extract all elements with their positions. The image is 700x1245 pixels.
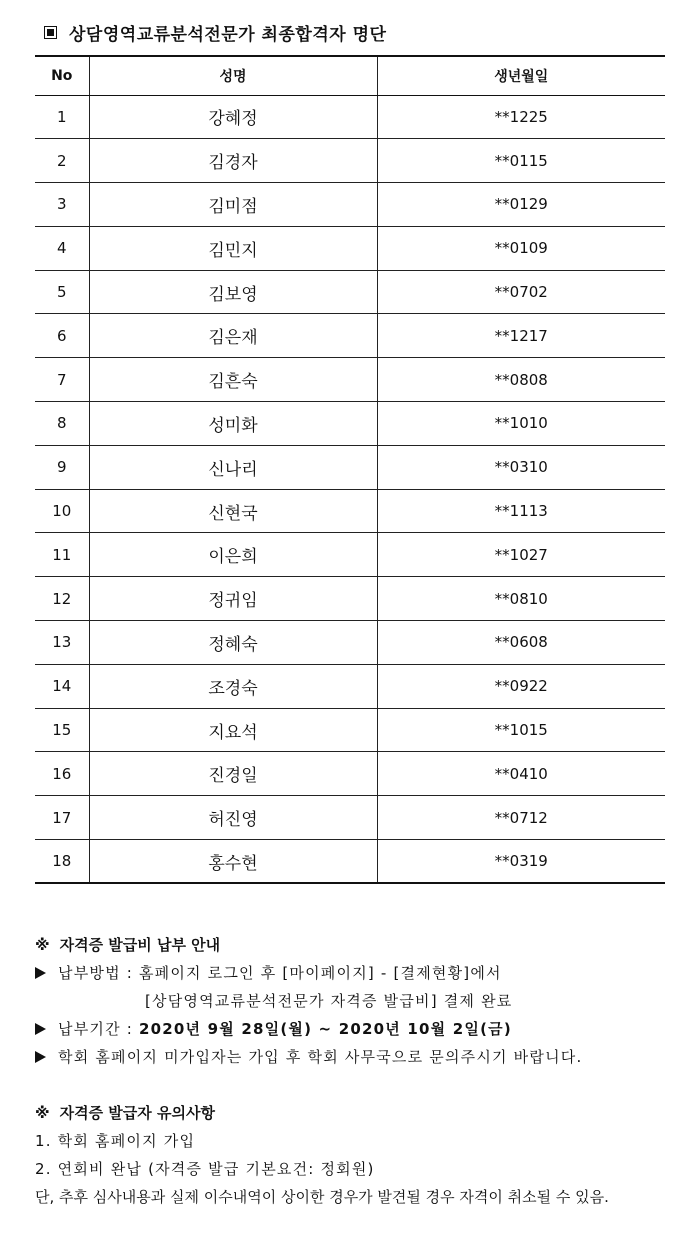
cell-no: 17 — [35, 796, 89, 840]
reference-mark: ※ — [35, 1104, 50, 1122]
table-row — [35, 402, 665, 446]
cell-birth: **0410 — [377, 752, 665, 796]
table-row — [35, 445, 665, 489]
cell-no: 15 — [35, 708, 89, 752]
table-row — [35, 664, 665, 708]
cell-no: 16 — [35, 752, 89, 796]
cell-birth: **0115 — [377, 139, 665, 183]
cell-birth: **1010 — [377, 402, 665, 446]
cell-birth: **0129 — [377, 183, 665, 227]
table-row — [35, 226, 665, 270]
cell-no: 5 — [35, 270, 89, 314]
payment-period-value: 2020년 9월 28일(월) ~ 2020년 10월 2일(금) — [138, 1020, 512, 1038]
caution-footnote: 단, 추후 심사내용과 실제 이수내역이 상이한 경우가 발견될 경우 자격이 취소될 수 있음. — [35, 1188, 609, 1206]
cell-no: 14 — [35, 664, 89, 708]
cell-name: 허진영 — [89, 796, 377, 840]
cell-birth: **0310 — [377, 445, 665, 489]
cell-no: 4 — [35, 226, 89, 270]
filled-square-icon — [44, 26, 57, 39]
cell-no: 12 — [35, 577, 89, 621]
cell-birth: **0608 — [377, 621, 665, 665]
cell-name: 진경일 — [89, 752, 377, 796]
table-row — [35, 489, 665, 533]
cell-name: 신현국 — [89, 489, 377, 533]
cell-name: 성미화 — [89, 402, 377, 446]
cell-birth: **0922 — [377, 664, 665, 708]
triangle-bullet-icon — [35, 1051, 46, 1063]
cell-name: 지요석 — [89, 708, 377, 752]
payment-method-line-2: [상담영역교류분석전문가 자격증 발급비] 결제 완료 — [145, 992, 513, 1010]
payment-period-line: 납부기간 : 2020년 9월 28일(월) ~ 2020년 10월 2일(금) — [35, 1018, 512, 1039]
cell-name: 김미점 — [89, 183, 377, 227]
cell-name: 신나리 — [89, 445, 377, 489]
table-row — [35, 139, 665, 183]
cell-birth: **0810 — [377, 577, 665, 621]
table-row — [35, 95, 665, 139]
cell-name: 김민지 — [89, 226, 377, 270]
cell-name: 김경자 — [89, 139, 377, 183]
caution-item-1: 1. 학회 홈페이지 가입 — [35, 1132, 196, 1150]
column-header-birth: 생년월일 — [377, 56, 665, 95]
cell-birth: **0808 — [377, 358, 665, 402]
cell-no: 1 — [35, 95, 89, 139]
cell-birth: **0319 — [377, 840, 665, 884]
cell-birth: **0702 — [377, 270, 665, 314]
table-row — [35, 621, 665, 665]
table-row — [35, 183, 665, 227]
cell-no: 2 — [35, 139, 89, 183]
cell-no: 8 — [35, 402, 89, 446]
cell-birth: **1113 — [377, 489, 665, 533]
column-header-name: 성명 — [89, 56, 377, 95]
passer-table — [35, 55, 665, 884]
cell-no: 7 — [35, 358, 89, 402]
table-row — [35, 577, 665, 621]
cell-birth: **0109 — [377, 226, 665, 270]
cell-name: 김흔숙 — [89, 358, 377, 402]
cell-no: 6 — [35, 314, 89, 358]
caution-item-2: 2. 연회비 완납 (자격증 발급 기본요건: 정회원) — [35, 1160, 375, 1178]
column-header-no: No — [35, 56, 89, 95]
cell-birth: **1015 — [377, 708, 665, 752]
cell-name: 홍수현 — [89, 840, 377, 884]
table-row — [35, 314, 665, 358]
table-row — [35, 796, 665, 840]
payment-method-line: 납부방법 : 홈페이지 로그인 후 [마이페이지] - [결제현황]에서 — [35, 962, 502, 983]
cell-name: 김보영 — [89, 270, 377, 314]
cell-no: 13 — [35, 621, 89, 665]
cell-no: 18 — [35, 840, 89, 884]
cell-birth: **1217 — [377, 314, 665, 358]
table-row — [35, 708, 665, 752]
payment-heading: ※ 자격증 발급비 납부 안내 — [35, 936, 221, 954]
cell-birth: **1225 — [377, 95, 665, 139]
cell-no: 3 — [35, 183, 89, 227]
cell-name: 김은재 — [89, 314, 377, 358]
table-row — [35, 270, 665, 314]
page-title — [44, 20, 386, 45]
cell-birth: **1027 — [377, 533, 665, 577]
page-title-text: 상담영역교류분석전문가 최종합격자 명단 — [69, 25, 387, 45]
cell-name: 이은희 — [89, 533, 377, 577]
table-row — [35, 752, 665, 796]
cell-name: 강혜정 — [89, 95, 377, 139]
table-row — [35, 840, 665, 884]
cautions-heading: ※ 자격증 발급자 유의사항 — [35, 1104, 215, 1122]
payment-notice-line: 학회 홈페이지 미가입자는 가입 후 학회 사무국으로 문의주시기 바랍니다. — [35, 1046, 582, 1067]
reference-mark: ※ — [35, 936, 50, 954]
cell-no: 11 — [35, 533, 89, 577]
cell-name: 조경숙 — [89, 664, 377, 708]
cell-no: 9 — [35, 445, 89, 489]
table-row — [35, 358, 665, 402]
table-row — [35, 533, 665, 577]
cell-birth: **0712 — [377, 796, 665, 840]
table-header-row — [35, 56, 665, 95]
cell-name: 정혜숙 — [89, 621, 377, 665]
cell-no: 10 — [35, 489, 89, 533]
triangle-bullet-icon — [35, 967, 46, 979]
cell-name: 정귀임 — [89, 577, 377, 621]
triangle-bullet-icon — [35, 1023, 46, 1035]
